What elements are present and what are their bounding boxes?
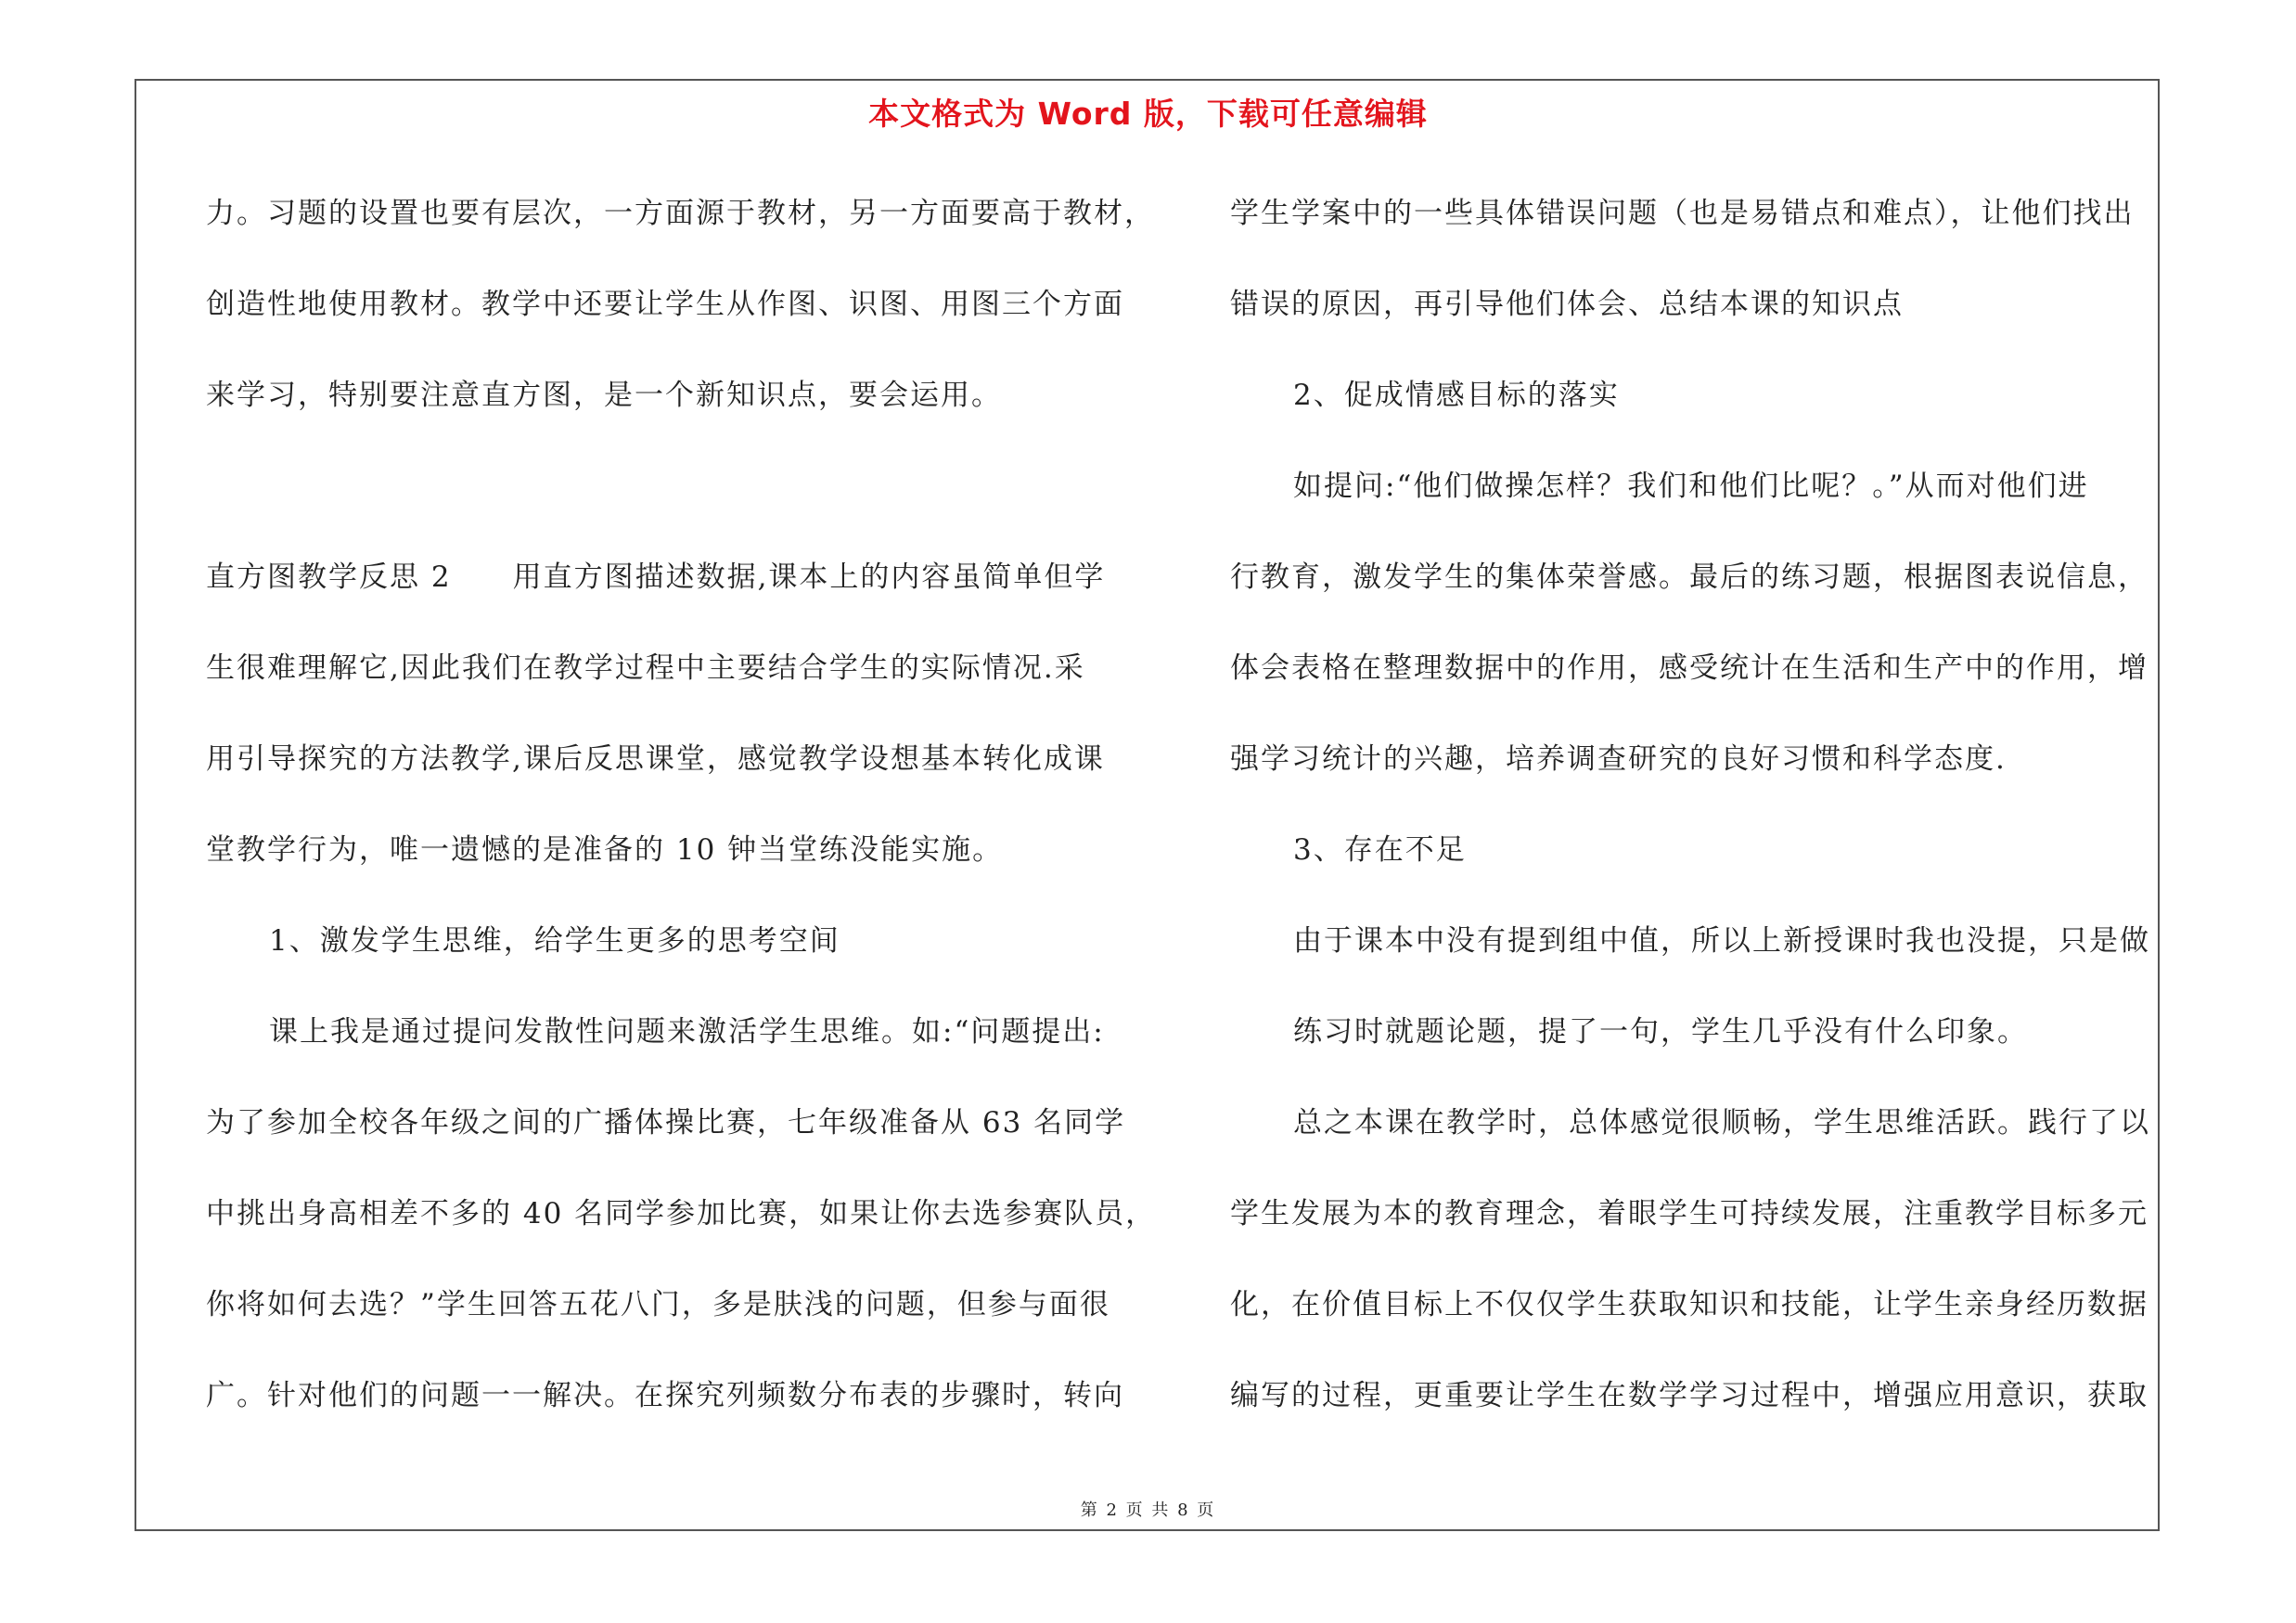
text-line: 堂教学行为，唯一遗憾的是准备的 10 钟当堂练没能实施。	[206, 833, 1004, 867]
text-line: 创造性地使用教材。教学中还要让学生从作图、识图、用图三个方面	[206, 288, 1124, 321]
text-line: 力。习题的设置也要有层次，一方面源于教材，另一方面要高于教材，	[206, 197, 1155, 230]
page-number-footer: 第 2 页 共 8 页	[1080, 1501, 1216, 1520]
text-line: 广。针对他们的问题一一解决。在探究列频数分布表的步骤时，转向	[206, 1379, 1124, 1412]
text-line: 错误的原因，再引导他们体会、总结本课的知识点	[1230, 288, 1904, 321]
text-line: 强学习统计的兴趣，培养调查研究的良好习惯和科学态度.	[1230, 742, 2007, 776]
text-line: 生很难理解它,因此我们在教学过程中主要结合学生的实际情况.采	[206, 651, 1085, 685]
text-line: 学生发展为本的教育理念，着眼学生可持续发展，注重教学目标多元	[1230, 1197, 2148, 1230]
text-line: 2、促成情感目标的落实	[1293, 379, 1620, 412]
text-line: 直方图教学反思 2 用直方图描述数据,课本上的内容虽简单但学	[206, 560, 1106, 594]
text-line: 学生学案中的一些具体错误问题（也是易错点和难点），让他们找出	[1230, 197, 2135, 230]
text-line: 为了参加全校各年级之间的广播体操比赛，七年级准备从 63 名同学	[206, 1106, 1126, 1140]
text-line: 由于课本中没有提到组中值，所以上新授课时我也没提，只是做	[1293, 924, 2150, 958]
text-line: 中挑出身高相差不多的 40 名同学参加比赛，如果让你去选参赛队员，	[206, 1197, 1157, 1230]
text-line: 用引导探究的方法教学,课后反思课堂，感觉教学设想基本转化成课	[206, 742, 1105, 776]
text-line: 课上我是通过提问发散性问题来激活学生思维。如:“问题提出:	[269, 1015, 1105, 1049]
text-line: 你将如何去选？”学生回答五花八门，多是肤浅的问题，但参与面很	[206, 1288, 1110, 1321]
text-line: 练习时就题论题，提了一句，学生几乎没有什么印象。	[1293, 1015, 2028, 1049]
text-line	[206, 458, 1134, 549]
text-line: 总之本课在教学时，总体感觉很顺畅，学生思维活跃。践行了以	[1293, 1106, 2150, 1140]
text-line: 来学习，特别要注意直方图，是一个新知识点，要会运用。	[206, 379, 1002, 412]
text-line: 体会表格在整理数据中的作用，感受统计在生活和生产中的作用，增	[1230, 651, 2148, 685]
left-text-column	[206, 186, 1157, 1459]
text-line: 如提问:“他们做操怎样？我们和他们比呢？。”从而对他们进	[1293, 470, 2089, 503]
text-line: 化，在价值目标上不仅仅学生获取知识和技能，让学生亲身经历数据	[1230, 1288, 2148, 1321]
editable-notice-banner: 本文格式为 Word 版，下载可任意编辑	[868, 96, 1428, 132]
text-line: 行教育，激发学生的集体荣誉感。最后的练习题，根据图表说信息，	[1230, 560, 2148, 594]
text-line: 1、激发学生思维，给学生更多的思考空间	[269, 924, 840, 958]
right-text-column	[1230, 186, 2167, 1459]
text-line: 编写的过程，更重要让学生在数学学习过程中，增强应用意识，获取	[1230, 1379, 2148, 1412]
text-line: 3、存在不足	[1293, 833, 1467, 867]
